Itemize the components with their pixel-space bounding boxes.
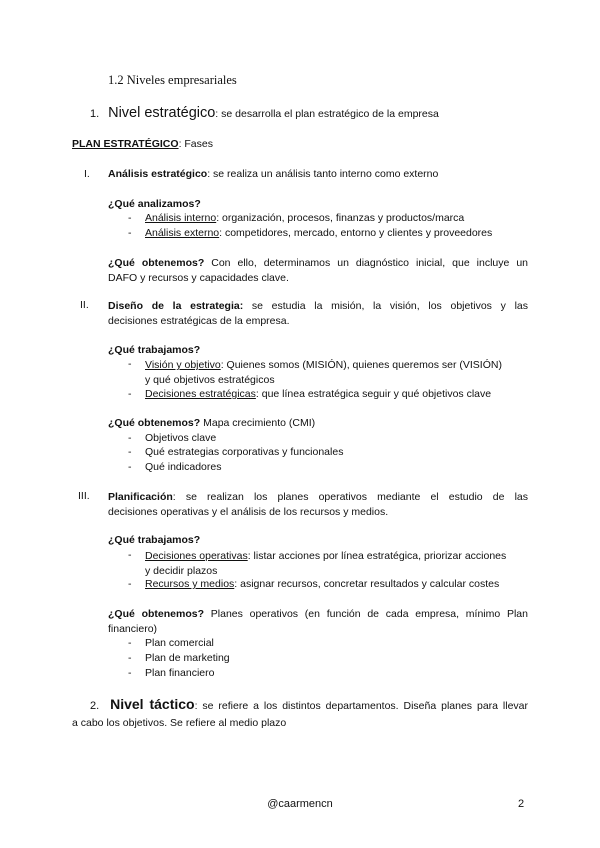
phase-3-item-1-term: Decisiones operativas xyxy=(145,550,248,562)
phase-3-number: III. xyxy=(78,490,90,502)
phase-2-item-1 xyxy=(145,358,529,387)
level-1-title: Nivel estratégico xyxy=(108,105,216,121)
phase-3-item-2-text: : asignar recursos, concretar resultados y calcular costes xyxy=(234,578,500,590)
phase-2-list-item-1: Objetivos clave xyxy=(145,432,217,444)
phase-1-question-2: ¿Qué obtenemos? xyxy=(108,257,205,269)
phase-2-question-1: ¿Qué trabajamos? xyxy=(108,344,201,356)
phase-3-item-1-line-2: y decidir plazos xyxy=(145,564,218,577)
level-2-line-1: : se refiere a los distintos departamentos. Diseña planes para llevar xyxy=(194,700,528,712)
phase-3-title: Planificación xyxy=(108,491,173,503)
level-1-heading xyxy=(90,105,439,121)
phase-2-heading xyxy=(108,299,528,328)
phase-2-list-item-2: Qué estrategias corporativas y funcionales xyxy=(145,446,344,458)
phase-1-item-1-text: : organización, procesos, finanzas y productos/marca xyxy=(216,212,465,224)
phase-1-result xyxy=(108,256,528,285)
phase-2-result xyxy=(108,417,315,429)
phase-3-line-2: decisiones operativas y el análisis de los recursos y medios. xyxy=(108,505,389,518)
phase-2-list-bullet-2: - xyxy=(128,446,132,458)
phase-1-item-1 xyxy=(145,212,464,224)
phase-1-desc: : se realiza un análisis tanto interno como externo xyxy=(207,168,439,180)
plan-suffix: : Fases xyxy=(178,138,213,150)
phase-3-bullet-2: - xyxy=(128,578,132,590)
phase-3-list-bullet-3: - xyxy=(128,667,132,679)
phase-3-list-bullet-2: - xyxy=(128,652,132,664)
phase-2-item-2-text: : que línea estratégica seguir y qué objetivos clave xyxy=(255,388,492,400)
phase-1-result-line-1: Con ello, determinamos un diagnóstico inicial, que incluye un xyxy=(204,257,528,269)
phase-3-line-1: : se realizan los planes operativos mediante el estudio de las xyxy=(172,491,528,503)
phase-1-question-1: ¿Qué analizamos? xyxy=(108,198,201,210)
plan-heading xyxy=(72,138,213,150)
phase-1-item-1-term: Análisis interno xyxy=(145,212,217,224)
phase-3-result-line-1: Planes operativos (en función de cada empresa, mínimo Plan xyxy=(204,608,528,620)
phase-2-list-bullet-1: - xyxy=(128,432,132,444)
phase-3-item-1 xyxy=(145,549,529,578)
phase-2-item-2 xyxy=(145,388,491,400)
phase-2-item-1-line-2: y qué objetivos estratégicos xyxy=(145,373,275,386)
phase-2-bullet-1: - xyxy=(128,358,132,370)
phase-2-title: Diseño de la estrategia: xyxy=(108,300,244,312)
phase-2-question-2: ¿Qué obtenemos? xyxy=(108,417,201,429)
phase-3-item-2 xyxy=(145,578,499,590)
level-2-number: 2. xyxy=(90,700,100,712)
phase-2-item-1-line-1: : Quienes somos (MISIÓN), quienes queremos ser (VISIÓN) xyxy=(220,359,502,371)
phase-1-item-2-text: : competidores, mercado, entorno y clientes y proveedores xyxy=(219,227,493,239)
phase-1-result-line-2: DAFO y recursos y capacidades clave. xyxy=(108,271,289,284)
phase-3-heading xyxy=(108,490,528,519)
phase-2-list-bullet-3: - xyxy=(128,461,132,473)
level-2-line-2: a cabo los objetivos. Se refiere al medio plazo xyxy=(72,717,287,729)
footer-handle: @caarmencn xyxy=(267,798,333,810)
phase-1-number: I. xyxy=(84,168,90,180)
phase-3-question-1: ¿Qué trabajamos? xyxy=(108,534,201,546)
phase-3-result xyxy=(108,607,528,636)
phase-3-result-line-2: financiero) xyxy=(108,622,158,635)
phase-1-bullet-1: - xyxy=(128,212,132,224)
phase-2-number: II. xyxy=(80,299,89,311)
phase-3-item-2-term: Recursos y medios xyxy=(145,578,235,590)
phase-2-result-text: Mapa crecimiento (CMI) xyxy=(200,417,316,429)
phase-1-title: Análisis estratégico xyxy=(108,168,208,180)
level-2-title: Nivel táctico xyxy=(110,696,195,712)
phase-3-list-item-1: Plan comercial xyxy=(145,637,214,649)
phase-1-bullet-2: - xyxy=(128,227,132,239)
phase-3-item-1-line-1: : listar acciones por línea estratégica, priorizar acciones xyxy=(247,550,507,562)
phase-3-question-2: ¿Qué obtenemos? xyxy=(108,608,205,620)
phase-3-bullet-1: - xyxy=(128,549,132,561)
phase-2-list-item-3: Qué indicadores xyxy=(145,461,222,473)
phase-2-line-1: se estudia la misión, la visión, los objetivos y las xyxy=(243,300,528,312)
level-1-number: 1. xyxy=(90,108,100,120)
phase-2-item-1-term: Visión y objetivo xyxy=(145,359,221,371)
phase-1-item-2 xyxy=(145,227,492,239)
plan-title: PLAN ESTRATÉGICO xyxy=(72,138,179,150)
phase-2-line-2: decisiones estratégicas de la empresa. xyxy=(108,314,290,327)
section-heading: 1.2 Niveles empresariales xyxy=(108,73,237,87)
phase-1-item-2-term: Análisis externo xyxy=(145,227,220,239)
phase-2-item-2-term: Decisiones estratégicas xyxy=(145,388,256,400)
page-number: 2 xyxy=(518,798,525,810)
level-2-block xyxy=(72,694,528,730)
phase-1-heading xyxy=(108,168,438,180)
phase-3-list-bullet-1: - xyxy=(128,637,132,649)
level-1-desc: : se desarrolla el plan estratégico de la empresa xyxy=(215,108,439,120)
phase-3-list-item-3: Plan financiero xyxy=(145,667,215,679)
phase-3-list-item-2: Plan de marketing xyxy=(145,652,230,664)
phase-2-bullet-2: - xyxy=(128,388,132,400)
